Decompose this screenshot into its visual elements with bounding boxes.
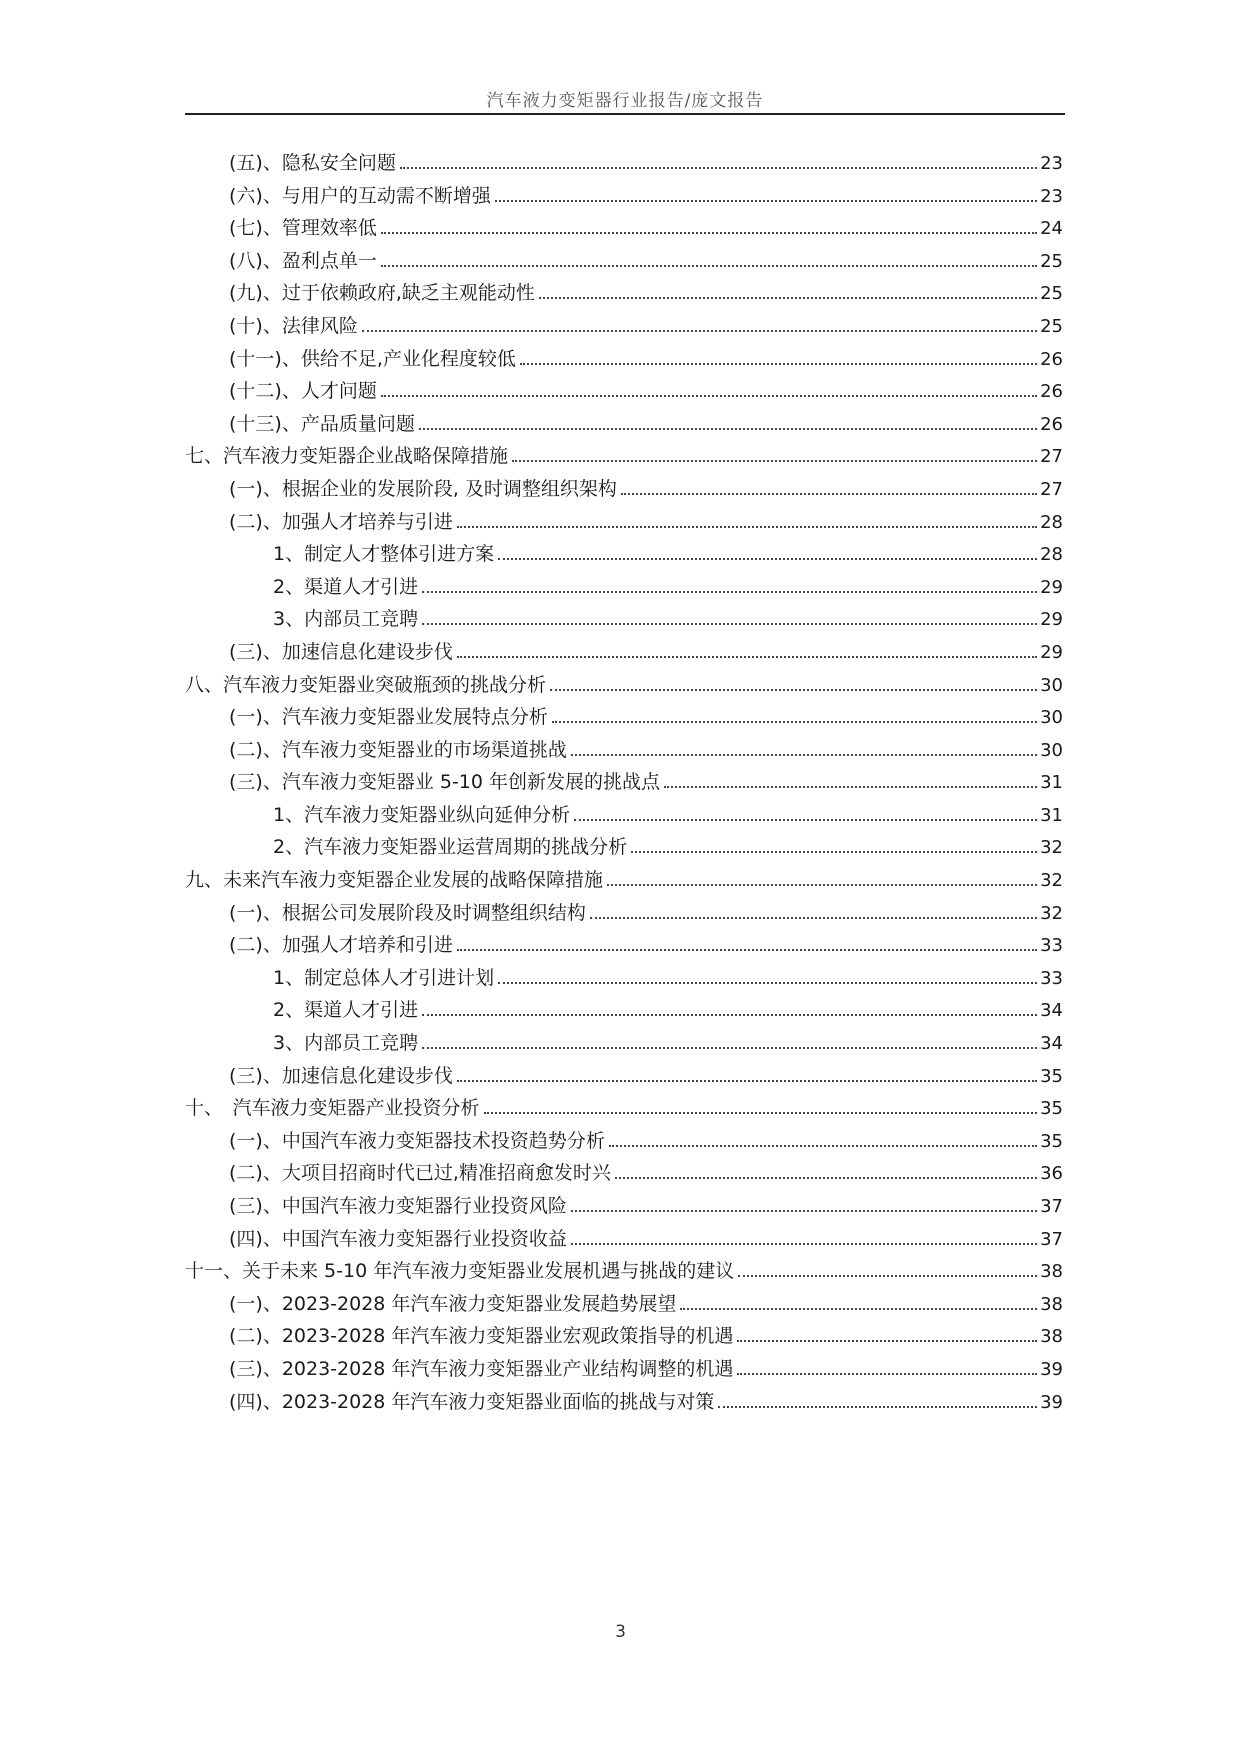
toc-dot-leader <box>552 721 1037 723</box>
toc-entry-page: 23 <box>1040 185 1063 207</box>
toc-entry[interactable] <box>185 1354 1063 1387</box>
toc-entry[interactable] <box>185 441 1063 474</box>
toc-entry[interactable] <box>185 148 1063 181</box>
toc-entry-title: (三)、加速信息化建设步伐 <box>229 640 453 663</box>
toc-entry[interactable] <box>185 1321 1063 1354</box>
toc-dot-leader <box>607 884 1037 886</box>
toc-entry[interactable] <box>185 1126 1063 1159</box>
toc-entry-title: (二)、大项目招商时代已过,精准招商愈发时兴 <box>229 1162 611 1185</box>
toc-entry-page: 34 <box>1040 1000 1063 1022</box>
toc-entry[interactable] <box>185 1191 1063 1224</box>
toc-entry[interactable] <box>185 246 1063 279</box>
toc-entry-title: 3、内部员工竞聘 <box>273 1032 419 1055</box>
toc-entry[interactable] <box>185 213 1063 246</box>
toc-dot-leader <box>457 526 1037 528</box>
toc-entry-title: (十一)、供给不足,产业化程度较低 <box>229 347 516 370</box>
toc-dot-leader <box>484 1112 1038 1114</box>
toc-entry[interactable] <box>185 800 1063 833</box>
toc-dot-leader <box>615 1177 1037 1179</box>
toc-entry-page: 38 <box>1040 1326 1063 1348</box>
toc-entry-page: 24 <box>1040 218 1063 240</box>
toc-entry-page: 29 <box>1040 609 1063 631</box>
toc-dot-leader <box>574 819 1037 821</box>
toc-entry-page: 39 <box>1040 1391 1063 1413</box>
toc-entry-page: 26 <box>1040 348 1063 370</box>
toc-dot-leader <box>590 917 1037 919</box>
toc-dot-leader <box>621 493 1037 495</box>
toc-entry-title: 1、制定总体人才引进计划 <box>273 966 495 989</box>
toc-dot-leader <box>400 167 1037 169</box>
toc-entry-page: 25 <box>1040 315 1063 337</box>
toc-entry-page: 33 <box>1040 967 1063 989</box>
toc-entry-page: 38 <box>1040 1261 1063 1283</box>
toc-entry[interactable] <box>185 507 1063 540</box>
toc-entry-page: 35 <box>1040 1130 1063 1152</box>
toc-dot-leader <box>737 1373 1037 1375</box>
toc-dot-leader <box>571 754 1037 756</box>
toc-dot-leader <box>495 200 1037 202</box>
toc-entry-page: 25 <box>1040 283 1063 305</box>
running-header: 汽车液力变矩器行业报告/庞文报告 <box>486 91 764 111</box>
toc-dot-leader <box>457 949 1037 951</box>
toc-entry[interactable] <box>185 1289 1063 1322</box>
toc-entry-title: (八)、盈利点单一 <box>229 249 377 272</box>
toc-dot-leader <box>422 623 1037 625</box>
toc-entry-title: (二)、加强人才培养和引进 <box>229 934 453 957</box>
header-rule <box>185 113 1065 115</box>
toc-entry[interactable] <box>185 181 1063 214</box>
toc-entry-page: 36 <box>1040 1163 1063 1185</box>
toc-dot-leader <box>680 1308 1037 1310</box>
toc-entry[interactable] <box>185 1093 1063 1126</box>
toc-entry-title: (一)、根据企业的发展阶段, 及时调整组织架构 <box>229 477 617 500</box>
toc-entry[interactable] <box>185 735 1063 768</box>
toc-entry[interactable] <box>185 278 1063 311</box>
toc-entry[interactable] <box>185 930 1063 963</box>
toc-dot-leader <box>381 395 1037 397</box>
toc-entry-title: (四)、中国汽车液力变矩器行业投资收益 <box>229 1227 567 1250</box>
toc-entry-page: 28 <box>1040 511 1063 533</box>
toc-entry-page: 25 <box>1040 250 1063 272</box>
toc-entry[interactable] <box>185 1224 1063 1257</box>
toc-entry-title: (十二)、人才问题 <box>229 380 377 403</box>
toc-entry-page: 37 <box>1040 1228 1063 1250</box>
toc-entry-title: (一)、2023-2028 年汽车液力变矩器业发展趋势展望 <box>229 1292 677 1315</box>
toc-dot-leader <box>422 1047 1037 1049</box>
toc-entry[interactable] <box>185 1387 1063 1420</box>
toc-entry-page: 35 <box>1040 1098 1063 1120</box>
toc-entry-page: 38 <box>1040 1293 1063 1315</box>
toc-dot-leader <box>498 982 1037 984</box>
toc-entry-page: 32 <box>1040 837 1063 859</box>
toc-dot-leader <box>718 1406 1037 1408</box>
toc-dot-leader <box>539 297 1037 299</box>
toc-entry-title: 十一、关于未来 5-10 年汽车液力变矩器业发展机遇与挑战的建议 <box>185 1260 735 1283</box>
toc-entry-page: 39 <box>1040 1358 1063 1380</box>
toc-entry-title: (三)、中国汽车液力变矩器行业投资风险 <box>229 1195 567 1217</box>
toc-entry-title: (九)、过于依赖政府,缺乏主观能动性 <box>229 282 535 305</box>
toc-entry-title: 3、内部员工竞聘 <box>273 608 419 631</box>
toc-entry-title: 1、制定人才整体引进方案 <box>273 543 495 566</box>
toc-entry-title: (一)、根据公司发展阶段及时调整组织结构 <box>229 901 586 924</box>
toc-entry[interactable] <box>185 344 1063 377</box>
table-of-contents <box>185 148 1063 1419</box>
toc-entry[interactable] <box>185 702 1063 735</box>
toc-entry-page: 33 <box>1040 935 1063 957</box>
toc-entry[interactable] <box>185 767 1063 800</box>
toc-entry-page: 26 <box>1040 381 1063 403</box>
toc-entry-title: (五)、隐私安全问题 <box>229 152 396 174</box>
toc-entry[interactable] <box>185 1028 1063 1061</box>
toc-entry[interactable] <box>185 637 1063 670</box>
toc-entry-page: 29 <box>1040 576 1063 598</box>
toc-dot-leader <box>498 558 1037 560</box>
toc-entry[interactable] <box>185 995 1063 1028</box>
toc-entry[interactable] <box>185 963 1063 996</box>
toc-entry-title: (四)、2023-2028 年汽车液力变矩器业面临的挑战与对策 <box>229 1390 715 1413</box>
toc-entry-title: 十、 汽车液力变矩器产业投资分析 <box>185 1097 480 1120</box>
toc-entry-title: 七、汽车液力变矩器企业战略保障措施 <box>185 445 509 468</box>
toc-entry[interactable] <box>185 311 1063 344</box>
toc-dot-leader <box>422 591 1037 593</box>
toc-dot-leader <box>571 1210 1037 1212</box>
toc-entry-title: (三)、加速信息化建设步伐 <box>229 1064 453 1087</box>
toc-entry[interactable] <box>185 474 1063 507</box>
toc-dot-leader <box>457 1080 1037 1082</box>
toc-dot-leader <box>571 1243 1037 1245</box>
toc-entry[interactable] <box>185 539 1063 572</box>
toc-entry-title: (六)、与用户的互动需不断增强 <box>229 184 491 207</box>
toc-entry[interactable] <box>185 572 1063 605</box>
toc-dot-leader <box>381 232 1037 234</box>
toc-entry[interactable] <box>185 1061 1063 1094</box>
toc-entry-page: 32 <box>1040 902 1063 924</box>
toc-entry-page: 32 <box>1040 870 1063 892</box>
toc-dot-leader <box>457 656 1037 658</box>
toc-entry-title: 2、汽车液力变矩器业运营周期的挑战分析 <box>273 836 628 859</box>
toc-dot-leader <box>664 786 1037 788</box>
toc-entry[interactable] <box>185 604 1063 637</box>
toc-entry-title: (七)、管理效率低 <box>229 217 377 240</box>
toc-entry[interactable] <box>185 376 1063 409</box>
toc-entry-title: (十)、法律风险 <box>229 314 358 337</box>
toc-entry-title: (二)、2023-2028 年汽车液力变矩器业宏观政策指导的机遇 <box>229 1325 734 1348</box>
toc-entry-page: 31 <box>1040 772 1063 794</box>
toc-entry-page: 31 <box>1040 804 1063 826</box>
toc-entry[interactable] <box>185 409 1063 442</box>
toc-dot-leader <box>550 689 1037 691</box>
toc-entry-title: 1、汽车液力变矩器业纵向延伸分析 <box>273 803 571 826</box>
toc-entry[interactable] <box>185 670 1063 703</box>
toc-entry[interactable] <box>185 1256 1063 1289</box>
toc-entry-page: 27 <box>1040 478 1063 500</box>
toc-dot-leader <box>381 265 1037 267</box>
toc-entry-title: 2、渠道人才引进 <box>273 999 419 1022</box>
toc-dot-leader <box>362 330 1037 332</box>
toc-dot-leader <box>520 363 1037 365</box>
toc-entry-page: 29 <box>1040 641 1063 663</box>
toc-dot-leader <box>512 460 1037 462</box>
toc-entry-title: (一)、中国汽车液力变矩器技术投资趋势分析 <box>229 1129 605 1152</box>
toc-entry-page: 26 <box>1040 413 1063 435</box>
toc-entry[interactable] <box>185 1158 1063 1191</box>
toc-dot-leader <box>737 1340 1037 1342</box>
toc-entry-page: 30 <box>1040 739 1063 761</box>
toc-dot-leader <box>419 428 1037 430</box>
toc-entry[interactable] <box>185 832 1063 865</box>
toc-dot-leader <box>738 1275 1037 1277</box>
toc-entry-title: (二)、加强人才培养与引进 <box>229 510 453 533</box>
toc-entry-page: 28 <box>1040 544 1063 566</box>
toc-entry-page: 30 <box>1040 674 1063 696</box>
toc-entry-page: 30 <box>1040 707 1063 729</box>
toc-entry-title: (十三)、产品质量问题 <box>229 412 415 435</box>
toc-entry-title: (三)、2023-2028 年汽车液力变矩器业产业结构调整的机遇 <box>229 1357 734 1380</box>
toc-entry-page: 37 <box>1040 1196 1063 1217</box>
toc-dot-leader <box>609 1145 1037 1147</box>
page-number: 3 <box>615 1622 626 1642</box>
toc-entry[interactable] <box>185 898 1063 931</box>
toc-dot-leader <box>631 851 1037 853</box>
toc-entry-title: (一)、汽车液力变矩器业发展特点分析 <box>229 706 548 729</box>
toc-entry-title: 2、渠道人才引进 <box>273 575 419 598</box>
toc-entry-title: (三)、汽车液力变矩器业 5-10 年创新发展的挑战点 <box>229 771 661 794</box>
toc-dot-leader <box>422 1014 1037 1016</box>
toc-entry-page: 35 <box>1040 1065 1063 1087</box>
toc-entry[interactable] <box>185 865 1063 898</box>
toc-entry-page: 34 <box>1040 1033 1063 1055</box>
toc-entry-page: 23 <box>1040 153 1063 174</box>
toc-entry-title: 八、汽车液力变矩器业突破瓶颈的挑战分析 <box>185 673 547 696</box>
toc-entry-title: 九、未来汽车液力变矩器企业发展的战略保障措施 <box>185 869 604 892</box>
toc-entry-title: (二)、汽车液力变矩器业的市场渠道挑战 <box>229 738 567 761</box>
toc-entry-page: 27 <box>1040 446 1063 468</box>
